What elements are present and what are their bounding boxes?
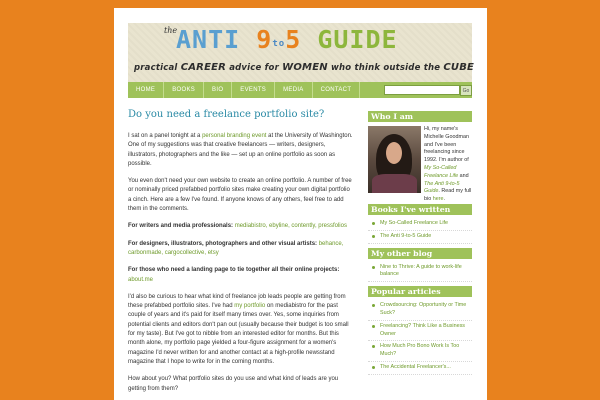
- nav-home[interactable]: HOME: [128, 82, 164, 98]
- book-link-anti-guide[interactable]: The Anti 9-to-5 Guide: [424, 180, 460, 195]
- landing-label: For those who need a landing page to tie together all their online projects:: [128, 267, 340, 274]
- tagline-career: CAREER: [180, 62, 227, 73]
- site-banner[interactable]: [128, 23, 475, 82]
- bullet-icon: [372, 222, 375, 225]
- logo-five: 5: [285, 25, 302, 54]
- bullet-icon: [372, 366, 375, 369]
- other-blog-title: My other blog: [368, 248, 472, 259]
- post-paragraph: [128, 132, 353, 169]
- logo-to: to: [272, 39, 286, 49]
- search-input[interactable]: [384, 85, 460, 95]
- popular-list: [368, 297, 472, 379]
- list-item[interactable]: [368, 231, 472, 244]
- list-item[interactable]: [368, 341, 472, 362]
- writers-label: For writers and media professionals:: [128, 223, 234, 230]
- post-title[interactable]: Do you need a freelance portfolio site?: [128, 109, 325, 120]
- article-link[interactable]: Crowdsourcing: Opportunity or Time Suck?: [380, 302, 467, 316]
- tagline-part: advice for: [226, 63, 283, 73]
- popular-articles-title: Popular articles: [368, 286, 472, 297]
- text: and: [458, 172, 469, 179]
- writers-links[interactable]: mediabistro, ebyline, contently, pressfolios: [234, 223, 347, 230]
- main-nav: [128, 82, 472, 98]
- page-container: [114, 8, 487, 400]
- logo-guide: GUIDE: [317, 25, 398, 54]
- tagline-cube: CUBE: [443, 62, 475, 73]
- text: Hi, my name's Michelle Goodman and I've been freelancing since 1992. I'm author of: [424, 126, 469, 164]
- book-link[interactable]: My So-Called Freelance Life: [380, 220, 449, 226]
- search-button[interactable]: Go: [460, 85, 472, 96]
- designers-label: For designers, illustrators, photographers and other visual artists:: [128, 240, 318, 247]
- main-content: [128, 108, 353, 400]
- list-item[interactable]: [368, 321, 472, 342]
- logo-anti: ANTI: [176, 25, 241, 54]
- logo-nine: 9: [256, 25, 273, 54]
- nav-contact[interactable]: CONTACT: [313, 82, 361, 98]
- text: .: [443, 196, 445, 203]
- blog-link[interactable]: Nine to Thrive: A guide to work-life balance: [380, 263, 462, 278]
- blog-list: [368, 259, 472, 287]
- designers-list: [128, 240, 353, 259]
- tagline-part: practical: [134, 63, 181, 73]
- nav-books[interactable]: BOOKS: [164, 82, 204, 98]
- book-link[interactable]: The Anti 9-to-5 Guide: [380, 232, 432, 239]
- avatar: [368, 126, 421, 193]
- bio-here-link[interactable]: here: [432, 196, 444, 203]
- books-title: Books I've written: [368, 204, 472, 215]
- personal-branding-link[interactable]: personal branding event: [202, 133, 267, 139]
- post-paragraph: You even don't need your own website to create an online portfolio. A number of free or nominally priced prefabbed portfolio sites make creating your own digital portfolio a cinch. Here are a few I've found. If anyone knows of any others, feel free to add them in the comments.: [128, 178, 352, 213]
- list-item[interactable]: [368, 262, 472, 283]
- text: on mediabistro for the past couple of years and it's paid for itself many times over. Yes, some inquiries from potential clients and editors don't pan out (usually because their budget is too small for my taste). But I've got to nibble from an interested editor for months. But this month alone, my portfolio page yielded a four-figure assignment for a women's magazine I'd never written for and another contact at a high-profile newsstand magazine that I hope to write for in the coming months.: [128, 303, 349, 365]
- books-list: [368, 215, 472, 248]
- list-item[interactable]: [368, 362, 472, 375]
- designers-links[interactable]: behance,: [318, 240, 344, 247]
- bullet-icon: [372, 235, 375, 238]
- bullet-icon: [372, 266, 375, 269]
- article-link[interactable]: Freelancing? Think Like a Business Owner: [380, 322, 465, 337]
- writers-list: [128, 222, 353, 231]
- post-paragraph: How about you? What portfolio sites do you use and what kind of leads are you getting from them?: [128, 376, 339, 392]
- site-tagline: [134, 62, 474, 73]
- who-i-am-title: Who I am: [368, 111, 472, 122]
- tagline-part: who think outside the: [327, 63, 444, 73]
- nav-media[interactable]: MEDIA: [275, 82, 313, 98]
- my-portfolio-link[interactable]: my portfolio: [234, 303, 266, 310]
- designers-links-more[interactable]: carbonmade, cargocollective, etsy: [128, 249, 219, 256]
- text: at the University of Washington. One of my suggestions was that creative freelancers — writers, designers, illustrators, photographers and the like — set up an online portfolio as soon as possible.: [128, 133, 353, 167]
- logo-the: the: [164, 26, 178, 35]
- tagline-women: WOMEN: [282, 62, 328, 73]
- nav-events[interactable]: EVENTS: [232, 82, 275, 98]
- sidebar: [368, 111, 472, 379]
- bullet-icon: [372, 304, 375, 307]
- nav-bio[interactable]: BIO: [204, 82, 232, 98]
- text: I'd also be curious to hear what kind of freelance job leads people are getting from these prefabbed portfolio sites. I've had: [128, 293, 346, 310]
- bullet-icon: [372, 345, 375, 348]
- text: I sat on a panel tonight at a: [128, 133, 203, 139]
- about-text: [421, 126, 472, 204]
- article-link[interactable]: How Much Pro Bono Work Is Too Much?: [380, 343, 460, 358]
- list-item[interactable]: [368, 300, 472, 321]
- site-logo[interactable]: [176, 25, 398, 54]
- bullet-icon: [372, 325, 375, 328]
- list-item[interactable]: [368, 218, 472, 231]
- article-link[interactable]: The Accidental Freelancer's...: [380, 363, 451, 370]
- aboutme-link[interactable]: about.me: [128, 276, 154, 283]
- post-paragraph: [128, 293, 353, 367]
- about-widget: [368, 122, 472, 204]
- book-link-freelance-life[interactable]: My So-Called Freelance Life: [424, 164, 459, 179]
- landing-list: [128, 266, 353, 285]
- text: . Read my full bio: [424, 188, 472, 203]
